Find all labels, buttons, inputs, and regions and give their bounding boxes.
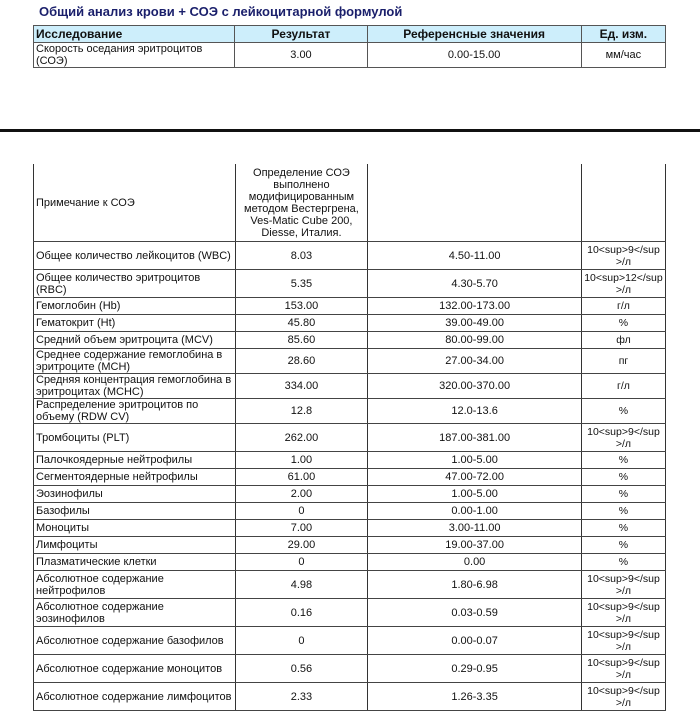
table-row <box>34 486 666 503</box>
table-row <box>34 627 666 655</box>
table-row <box>34 469 666 486</box>
test-unit: % <box>581 452 665 469</box>
table-row <box>34 399 666 424</box>
test-reference: 47.00-72.00 <box>368 469 582 486</box>
test-name: Общее количество лейкоцитов (WBC) <box>34 242 236 270</box>
table-row <box>34 599 666 627</box>
test-result: 0 <box>235 627 368 655</box>
test-name: Скорость оседания эритроцитов (СОЭ) <box>34 43 235 68</box>
test-unit: 10<sup>9</sup>/л <box>581 242 665 270</box>
test-name: Гематокрит (Ht) <box>34 315 236 332</box>
table-row <box>34 43 666 68</box>
test-result: 45.80 <box>235 315 368 332</box>
test-reference: 1.00-5.00 <box>368 452 582 469</box>
test-result: 334.00 <box>235 374 368 399</box>
test-result: 4.98 <box>235 571 368 599</box>
test-unit: % <box>581 537 665 554</box>
test-reference: 80.00-99.00 <box>368 332 582 349</box>
test-unit: 10<sup>9</sup>/л <box>581 599 665 627</box>
note-reference <box>368 164 582 242</box>
test-name: Среднее содержание гемоглобина в эритроците (MCH) <box>34 349 236 374</box>
test-unit: 10<sup>12</sup>/л <box>581 270 665 298</box>
test-result: 0.56 <box>235 655 368 683</box>
test-name: Гемоглобин (Hb) <box>34 298 236 315</box>
table-row <box>34 298 666 315</box>
test-unit: % <box>581 469 665 486</box>
test-reference: 0.03-0.59 <box>368 599 582 627</box>
test-name: Распределение эритроцитов по объему (RDW CV) <box>34 399 236 424</box>
test-reference: 132.00-173.00 <box>368 298 582 315</box>
test-result: 0.16 <box>235 599 368 627</box>
test-reference: 1.00-5.00 <box>368 486 582 503</box>
test-result: 2.33 <box>235 683 368 711</box>
test-result: 262.00 <box>235 424 368 452</box>
test-unit: 10<sup>9</sup>/л <box>581 683 665 711</box>
test-reference: 0.29-0.95 <box>368 655 582 683</box>
test-name: Абсолютное содержание моноцитов <box>34 655 236 683</box>
table-row <box>34 571 666 599</box>
test-unit: 10<sup>9</sup>/л <box>581 627 665 655</box>
test-name: Абсолютное содержание базофилов <box>34 627 236 655</box>
test-result: 1.00 <box>235 452 368 469</box>
test-result: 8.03 <box>235 242 368 270</box>
test-result: 153.00 <box>235 298 368 315</box>
table-row <box>34 683 666 711</box>
table-row <box>34 655 666 683</box>
header-row <box>34 26 666 43</box>
header-result: Результат <box>235 26 367 43</box>
table-row <box>34 452 666 469</box>
results-table <box>33 164 666 711</box>
test-result: 12.8 <box>235 399 368 424</box>
test-reference: 4.50-11.00 <box>368 242 582 270</box>
test-name: Палочкоядерные нейтрофилы <box>34 452 236 469</box>
test-reference: 1.80-6.98 <box>368 571 582 599</box>
test-result: 61.00 <box>235 469 368 486</box>
test-reference: 27.00-34.00 <box>368 349 582 374</box>
test-reference: 19.00-37.00 <box>368 537 582 554</box>
table-row <box>34 332 666 349</box>
page-divider <box>0 129 700 132</box>
test-name: Общее количество эритроцитов (RBC) <box>34 270 236 298</box>
test-reference: 187.00-381.00 <box>368 424 582 452</box>
summary-table <box>33 25 666 68</box>
test-name: Абсолютное содержание эозинофилов <box>34 599 236 627</box>
table-row <box>34 315 666 332</box>
test-unit: 10<sup>9</sup>/л <box>581 424 665 452</box>
test-unit: 10<sup>9</sup>/л <box>581 655 665 683</box>
note-label: Примечание к СОЭ <box>34 164 236 242</box>
header-reference: Референсные значения <box>367 26 581 43</box>
table-row <box>34 537 666 554</box>
test-reference: 0.00-1.00 <box>368 503 582 520</box>
header-unit: Ед. изм. <box>581 26 665 43</box>
test-result: 0 <box>235 503 368 520</box>
test-result: 0 <box>235 554 368 571</box>
test-result: 28.60 <box>235 349 368 374</box>
test-name: Базофилы <box>34 503 236 520</box>
test-reference: 320.00-370.00 <box>368 374 582 399</box>
test-reference: 0.00 <box>368 554 582 571</box>
test-reference: 4.30-5.70 <box>368 270 582 298</box>
test-name: Лимфоциты <box>34 537 236 554</box>
test-result: 7.00 <box>235 520 368 537</box>
test-reference: 1.26-3.35 <box>368 683 582 711</box>
test-name: Тромбоциты (PLT) <box>34 424 236 452</box>
test-reference: 0.00-0.07 <box>368 627 582 655</box>
note-row <box>34 164 666 242</box>
test-unit: фл <box>581 332 665 349</box>
test-result: 85.60 <box>235 332 368 349</box>
test-unit: % <box>581 520 665 537</box>
table-row <box>34 554 666 571</box>
test-name: Абсолютное содержание лимфоцитов <box>34 683 236 711</box>
test-reference: 3.00-11.00 <box>368 520 582 537</box>
test-unit: % <box>581 315 665 332</box>
report-title: Общий анализ крови + СОЭ с лейкоцитарной формулой <box>39 4 403 19</box>
test-name: Моноциты <box>34 520 236 537</box>
header-test: Исследование <box>34 26 235 43</box>
test-unit: % <box>581 554 665 571</box>
table-row <box>34 374 666 399</box>
test-name: Эозинофилы <box>34 486 236 503</box>
note-unit <box>581 164 665 242</box>
table-row <box>34 242 666 270</box>
test-unit: г/л <box>581 298 665 315</box>
test-name: Средний объем эритроцита (MCV) <box>34 332 236 349</box>
test-reference: 12.0-13.6 <box>368 399 582 424</box>
test-unit: % <box>581 486 665 503</box>
test-unit: пг <box>581 349 665 374</box>
test-result: 5.35 <box>235 270 368 298</box>
test-name: Плазматические клетки <box>34 554 236 571</box>
test-unit: мм/час <box>581 43 665 68</box>
table-row <box>34 349 666 374</box>
table-row <box>34 424 666 452</box>
test-unit: г/л <box>581 374 665 399</box>
test-unit: 10<sup>9</sup>/л <box>581 571 665 599</box>
note-text: Определение СОЭ выполнено модифицированным методом Вестергрена, Ves-Matic Cube 200, Diesse, Италия. <box>235 164 368 242</box>
table-row <box>34 520 666 537</box>
test-reference: 39.00-49.00 <box>368 315 582 332</box>
table-row <box>34 270 666 298</box>
test-name: Средняя концентрация гемоглобина в эритроцитах (MCHC) <box>34 374 236 399</box>
test-result: 3.00 <box>235 43 367 68</box>
test-result: 29.00 <box>235 537 368 554</box>
test-name: Абсолютное содержание нейтрофилов <box>34 571 236 599</box>
test-reference: 0.00-15.00 <box>367 43 581 68</box>
test-unit: % <box>581 503 665 520</box>
test-result: 2.00 <box>235 486 368 503</box>
test-unit: % <box>581 399 665 424</box>
table-row <box>34 503 666 520</box>
test-name: Сегментоядерные нейтрофилы <box>34 469 236 486</box>
